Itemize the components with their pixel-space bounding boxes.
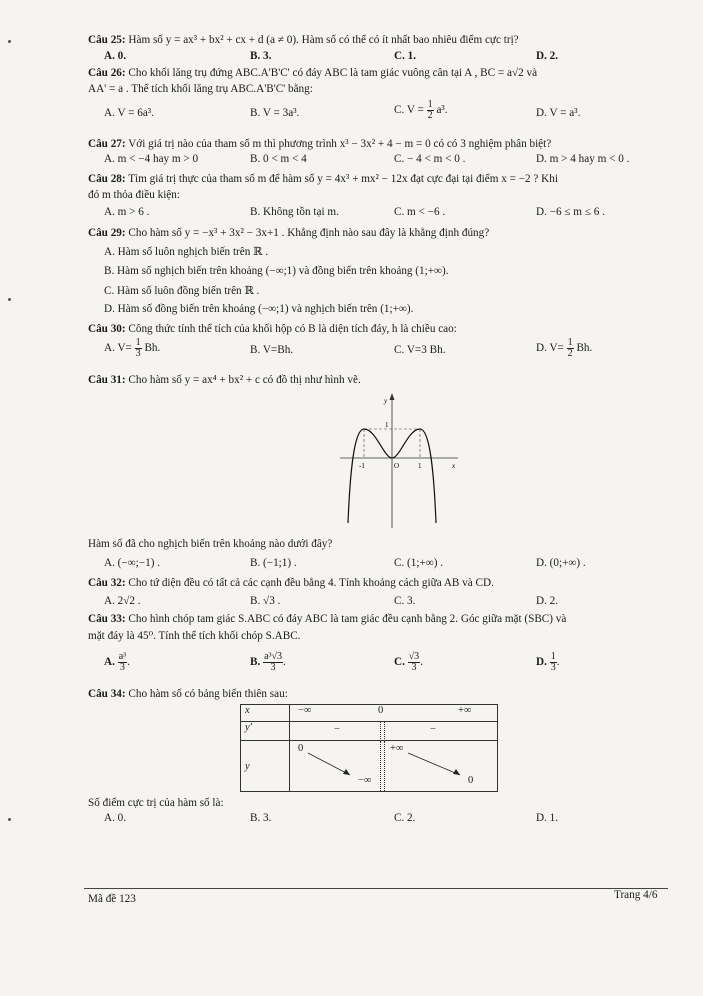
- q29-option-c[interactable]: C. Hàm số luôn đồng biến trên ℝ .: [104, 285, 260, 297]
- q32-option-c[interactable]: C. 3.: [394, 595, 416, 607]
- question-label: Câu 25:: [88, 34, 126, 46]
- x-label: x: [452, 462, 456, 470]
- q27-option-d[interactable]: D. m > 4 hay m < 0 .: [536, 153, 630, 165]
- q28-option-b[interactable]: B. Không tồn tại m.: [250, 206, 339, 218]
- q26-option-a[interactable]: A. V = 6a³.: [104, 107, 154, 119]
- q26-option-d[interactable]: D. V = a³.: [536, 107, 581, 119]
- scan-mark: [8, 40, 11, 43]
- q34-option-b[interactable]: B. 3.: [250, 812, 272, 824]
- row-y-label: y: [241, 741, 290, 792]
- q25-option-c[interactable]: C. 1.: [394, 50, 417, 62]
- question-29: Câu 29: Cho hàm số y = −x³ + 3x² − 3x+1 . Khẳng định nào sau đây là khẳng định đúng?: [88, 227, 490, 239]
- question-text: Hàm số y = ax³ + bx² + cx + d (a ≠ 0). Hàm số có thể có ít nhất bao nhiêu điểm cực trị?: [128, 34, 519, 46]
- question-32: Câu 32: Cho tứ diện đều có tất cả các cạnh đều bằng 4. Tính khoảng cách giữa AB và CD.: [88, 577, 494, 589]
- q34-option-a[interactable]: A. 0.: [104, 812, 127, 824]
- q27-option-a[interactable]: A. m < −4 hay m > 0: [104, 153, 199, 165]
- q32-option-a[interactable]: A. 2√2 .: [104, 595, 141, 607]
- q26-option-c[interactable]: C. V = $\frac{1}{2}$ a³.: [394, 99, 448, 121]
- question-31-prompt: Hàm số đã cho nghịch biến trên khoảng nào dưới đây?: [88, 538, 333, 550]
- q27-option-b[interactable]: B. 0 < m < 4: [250, 153, 307, 165]
- q29-option-a[interactable]: A. Hàm số luôn nghịch biến trên ℝ .: [104, 246, 269, 258]
- question-27: Câu 27: Với giá trị nào của tham số m thì phương trình x³ − 3x² + 4 − m = 0 có có 3 nghiệm phân biệt?: [88, 138, 552, 150]
- quartic-graph: [340, 393, 460, 528]
- arrows: [290, 741, 490, 791]
- tick-pos1: 1: [418, 462, 422, 470]
- q34-option-d[interactable]: D. 1.: [536, 812, 559, 824]
- q30-option-a[interactable]: A. V= $\frac{1}{3}$ Bh.: [104, 337, 161, 359]
- q29-option-d[interactable]: D. Hàm số đồng biến trên khoảng (−∞;1) và nghịch biến trên (1;+∞).: [104, 303, 414, 315]
- question-28-line2: đó m thỏa điều kiện:: [88, 189, 180, 201]
- footer-rule: [84, 888, 668, 889]
- tick-y1: 1: [385, 421, 389, 429]
- y-label: y: [384, 397, 388, 405]
- question-30: Câu 30: Công thức tính thể tích của khối hộp có B là diện tích đáy, h là chiều cao:: [88, 323, 457, 335]
- q34-option-c[interactable]: C. 2.: [394, 812, 416, 824]
- exam-code: Mã đề 123: [88, 893, 136, 905]
- question-31: Câu 31: Cho hàm số y = ax⁴ + bx² + c có đồ thị như hình vẽ.: [88, 374, 361, 386]
- q30-option-b[interactable]: B. V=Bh.: [250, 344, 294, 356]
- scan-mark: [8, 298, 11, 301]
- scan-mark: [8, 818, 11, 821]
- q28-option-c[interactable]: C. m < −6 .: [394, 206, 446, 218]
- q33-option-a[interactable]: A. $\frac{\text{a³}}{3}$ .: [104, 651, 130, 673]
- q33-option-c[interactable]: C. $\frac{√3}{3}$ .: [394, 651, 423, 673]
- question-25: [88, 33, 519, 47]
- q29-option-b[interactable]: B. Hàm số nghịch biến trên khoảng (−∞;1) và đồng biến trên khoảng (1;+∞).: [104, 265, 449, 277]
- q28-option-a[interactable]: A. m > 6 .: [104, 206, 150, 218]
- page-number: Trang 4/6: [614, 889, 658, 901]
- question-34-prompt: Số điểm cực trị của hàm số là:: [88, 797, 224, 809]
- variation-table: [240, 704, 498, 792]
- q32-option-b[interactable]: B. √3 .: [250, 595, 281, 607]
- y-arrow-icon: [390, 393, 395, 400]
- q30-option-d[interactable]: D. V= $\frac{1}{2}$ Bh.: [536, 337, 593, 359]
- q31-option-d[interactable]: D. (0;+∞) .: [536, 557, 586, 569]
- q31-option-c[interactable]: C. (1;+∞) .: [394, 557, 444, 569]
- q28-option-d[interactable]: D. −6 ≤ m ≤ 6 .: [536, 206, 605, 218]
- question-33-line2: mặt đáy là 45⁰. Tính thể tích khối chóp S.ABC.: [88, 630, 301, 642]
- q31-option-b[interactable]: B. (−1;1) .: [250, 557, 297, 569]
- q25-option-a[interactable]: A. 0.: [104, 50, 127, 62]
- row-yprime-label: y': [241, 722, 290, 741]
- row-yprime-values: − −: [290, 722, 498, 741]
- question-26: Câu 26: Cho khối lăng trụ đứng ABC.A'B'C' có đáy ABC là tam giác vuông cân tại A , BC = a√2 và: [88, 67, 538, 79]
- q33-option-b[interactable]: B. $\frac{\text{a³√3}}{3}$ .: [250, 651, 286, 673]
- row-y-values: 0 −∞ +∞ 0: [290, 741, 498, 792]
- question-33: Câu 33: Cho hình chóp tam giác S.ABC có đáy ABC là tam giác đều cạnh bằng 2. Góc giữa mặt (SBC) và: [88, 613, 567, 625]
- row-x-values: −∞ 0 +∞: [290, 705, 498, 722]
- question-28: Câu 28: Tìm giá trị thực của tham số m để hàm số y = 4x³ + mx² − 12x đạt cực đại tại điểm x = −2 ? Khi: [88, 173, 558, 185]
- q26-option-b[interactable]: B. V = 3a³.: [250, 107, 300, 119]
- row-x-label: x: [241, 705, 290, 722]
- tick-neg1: -1: [359, 462, 365, 470]
- q30-option-c[interactable]: C. V=3 Bh.: [394, 344, 446, 356]
- arrow-down-icon: [453, 769, 460, 775]
- q33-option-d[interactable]: D. $\frac{1}{3}$ .: [536, 651, 560, 673]
- q31-option-a[interactable]: A. (−∞;−1) .: [104, 557, 161, 569]
- q25-option-d[interactable]: D. 2.: [536, 50, 559, 62]
- q25-option-b[interactable]: B. 3.: [250, 50, 272, 62]
- q27-option-c[interactable]: C. − 4 < m < 0 .: [394, 153, 466, 165]
- question-34: Câu 34: Cho hàm số có bảng biến thiên sau:: [88, 688, 288, 700]
- origin-label: O: [394, 462, 400, 470]
- question-26-line2: AA' = a . Thể tích khối lăng trụ ABC.A'B'C' bằng:: [88, 83, 313, 95]
- q32-option-d[interactable]: D. 2.: [536, 595, 559, 607]
